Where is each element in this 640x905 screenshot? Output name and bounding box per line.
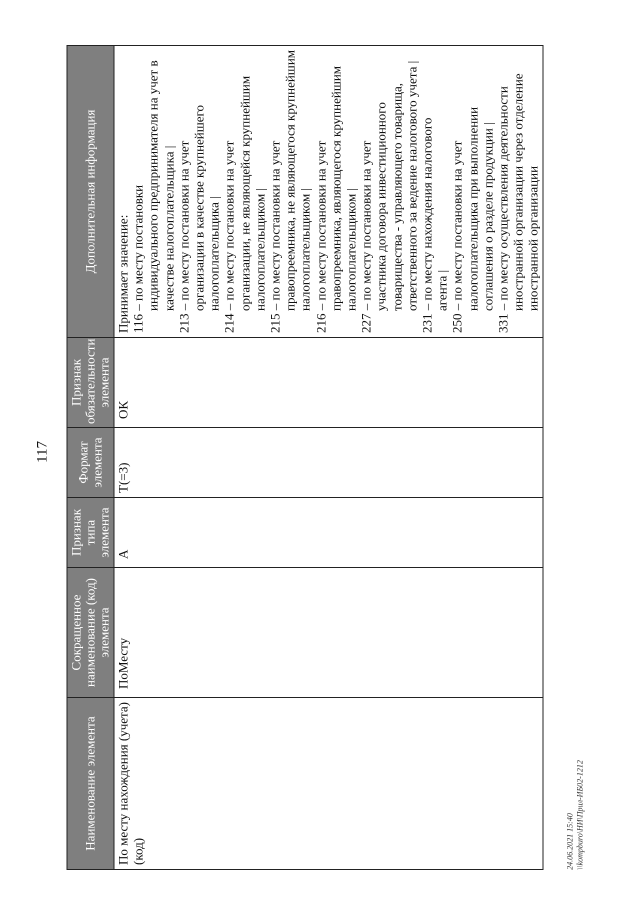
value-text: – по месту постановки [130, 184, 146, 314]
list-item [420, 50, 450, 333]
value-code: 331 [495, 313, 511, 333]
cell-element-format: T(=3) [114, 428, 543, 498]
cell-element-name: По месту нахождения (учета) (код) [114, 698, 543, 870]
header-element-type: Признак типа элемента [67, 498, 114, 568]
value-code: 231 [419, 313, 435, 333]
table-header-row [67, 46, 114, 870]
value-text: – по месту осуществления деятельности [495, 86, 511, 314]
list-item [313, 50, 359, 333]
value-text: – по месту нахождения налогового [419, 117, 435, 314]
value-text-continued: правопреемника, не являющегося крупнейшим налогоплательщиком | [282, 50, 313, 311]
list-item [131, 50, 177, 333]
value-text: – по месту постановки на учет [267, 140, 283, 314]
list-item [496, 50, 542, 333]
cell-element-required: ОК [114, 338, 543, 428]
value-text: – по месту постановки на учет [313, 140, 329, 314]
info-value-list [131, 50, 541, 333]
value-text: – по месту постановки на учет [449, 140, 465, 314]
value-text-continued: агента | [434, 269, 450, 311]
value-text-continued: налогоплательщика при выполнении соглашения о разделе продукции | [465, 106, 496, 311]
value-text: – по месту постановки на учет [221, 140, 237, 314]
value-code: 227 [358, 313, 374, 333]
list-item [450, 50, 496, 333]
list-item [176, 50, 222, 333]
value-text-continued: индивидуального предпринимателя на учет в качестве налогоплательщика | [145, 60, 177, 311]
value-code: 214 [221, 313, 237, 333]
value-code: 116 [130, 313, 146, 333]
header-additional-info: Дополнительная информация [67, 46, 114, 338]
value-text-continued: организации в качестве крупнейшего налогоплательщика | [191, 104, 222, 311]
cell-element-code: ПоМесту [114, 568, 543, 698]
value-text: – по месту постановки на учет [176, 140, 192, 314]
value-text-continued: иностранной организации через отделение иностранной организации [510, 73, 541, 311]
footer-timestamp: 24.06.2021 15:40 [565, 813, 575, 870]
header-element-format: Формат элемента [67, 428, 114, 498]
header-element-code: Сокращенное наименование (код) элемента [67, 568, 114, 698]
header-element-name: Наименование элемента [67, 698, 114, 870]
value-text: – по месту постановки на учет [358, 140, 374, 314]
page-number: 117 [34, 441, 51, 463]
value-text-continued: участника договора инвестиционного товарищества - управляющего товарища, ответственного за ведение налогового учета | [373, 60, 420, 311]
value-code: 213 [176, 313, 192, 333]
element-table-container [67, 46, 541, 870]
cell-additional-info [114, 46, 543, 338]
table-row [114, 46, 543, 870]
file-footer [565, 760, 584, 870]
value-text-continued: организации, не являющейся крупнейшим налогоплательщиком | [237, 75, 268, 311]
list-item [359, 50, 420, 333]
info-intro: Принимает значение: [115, 214, 131, 333]
header-element-required: Признак обязательности элемента [67, 338, 114, 428]
footer-file-path: \\kompburo\НИ\Прил-ИБ02-1212 [575, 760, 584, 870]
value-text-continued: правопреемника, являющегося крупнейшим налогоплательщиком | [328, 65, 359, 311]
element-table [67, 45, 544, 870]
value-code: 250 [449, 313, 465, 333]
value-code: 215 [267, 313, 283, 333]
list-item [268, 50, 314, 333]
value-code: 216 [313, 313, 329, 333]
list-item [222, 50, 268, 333]
cell-element-type: А [114, 498, 543, 568]
